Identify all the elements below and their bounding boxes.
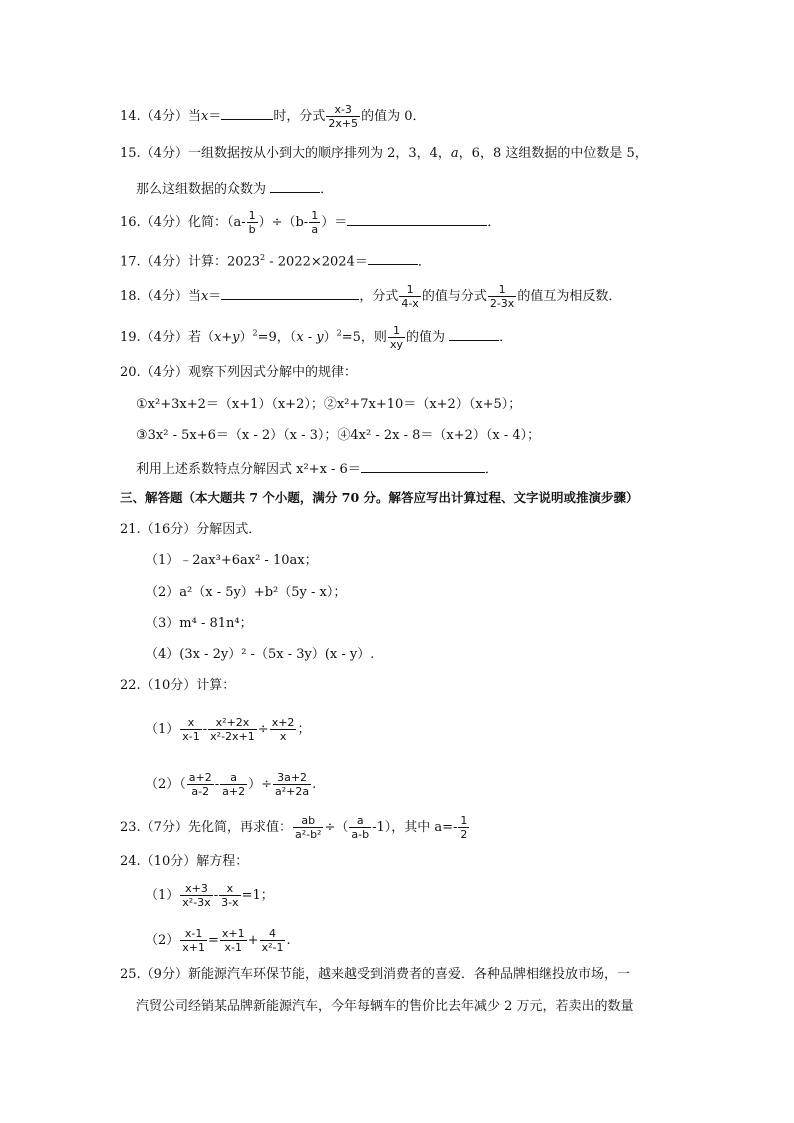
- answer-blank[interactable]: [361, 458, 485, 473]
- question-20: 20.（4分）观察下列因式分解中的规律：: [120, 365, 357, 380]
- question-20-rule-2: ③3x² - 5x+6＝（x - 2）（x - 3）；④4x² - 2x - 8＝（x+2）（x - 4）；: [136, 428, 541, 443]
- answer-blank[interactable]: [221, 105, 273, 120]
- question-24-part-2: （2） $\frac{x-1}{x+1}$ = $\frac{x+1}{x-1}$ + $\frac{4}{\text{x²-1}}$ .: [145, 927, 291, 954]
- fraction: $\frac{4}{\text{x²-1}}$: [261, 927, 284, 954]
- question-21-part-2: （2）a²（x - 5y）+b²（5y - x）；: [145, 585, 347, 600]
- fraction: $\frac{1}{b}$: [248, 209, 256, 236]
- fraction: $\frac{1}{4-x}$: [401, 283, 419, 310]
- question-21-part-1: （1）﹣2ax³+6ax² - 10ax；: [145, 553, 318, 568]
- fraction: $\frac{a}{a+2}$: [222, 771, 246, 798]
- question-21: 21.（16分）分解因式．: [120, 522, 262, 537]
- question-14: 14.（4分）当x＝ 时，分式 $\frac{x-3}{2x+5}$ 的值为 0．: [120, 103, 426, 130]
- question-16: 16.（4分）化简：（a- $\frac{1}{b}$ ）÷（b- $\frac{1}{a}$ ）＝ ．: [120, 209, 501, 236]
- answer-blank[interactable]: [368, 250, 418, 265]
- question-22-part-1: （1） $\frac{x}{x-1}$ - $\frac{\text{x²+2x}}{\text{x²-2x+1}}$ ÷ $\frac{x+2}{x}$ ；: [145, 716, 311, 743]
- question-25-line-1: 25.（9分）新能源汽车环保节能，越来越受到消费者的喜爱．各种品牌相继投放市场，一: [120, 967, 630, 982]
- fraction: $\frac{1}{xy}$: [389, 324, 403, 351]
- fraction: $\frac{1}{2}$: [460, 814, 468, 841]
- question-17: 17.（4分）计算：2023$^2$ - 2022×2024＝ ．: [120, 249, 431, 271]
- fraction: $\frac{x+1}{x-1}$: [221, 927, 245, 954]
- answer-blank[interactable]: [221, 285, 359, 300]
- fraction: $\frac{1}{2-3x}$: [489, 283, 515, 310]
- fraction: $\frac{ab}{\text{a²-b²}}$: [294, 814, 322, 841]
- fraction: $\frac{x+2}{x}$: [271, 716, 295, 743]
- answer-blank[interactable]: [270, 178, 320, 193]
- fraction: $\frac{x}{x-1}$: [182, 716, 200, 743]
- fraction: $\frac{a}{a-b}$: [351, 814, 370, 841]
- answer-blank[interactable]: [449, 326, 499, 341]
- question-24-part-1: （1） $\frac{x+3}{\text{x²-3x}}$ - $\frac{x}{3-x}$ =1；: [145, 882, 274, 909]
- question-21-part-3: （3）m⁴ - 81n⁴；: [145, 616, 253, 631]
- question-22-part-2: （2）（ $\frac{a+2}{a-2}$ - $\frac{a}{a+2}$ ）÷ $\frac{3a+2}{\text{a²+2a}}$ .: [145, 771, 317, 798]
- question-22: 22.（10分）计算：: [120, 678, 236, 693]
- fraction: $\frac{1}{a}$: [311, 209, 319, 236]
- answer-blank[interactable]: [347, 211, 487, 226]
- fraction: $\frac{\text{x²+2x}}{\text{x²-2x+1}}$: [210, 716, 255, 743]
- question-20-task: 利用上述系数特点分解因式 x²+x - 6＝ ．: [136, 458, 498, 479]
- fraction: $\frac{3a+2}{\text{a²+2a}}$: [275, 771, 310, 798]
- question-15-line-1: 15.（4分）一组数据按从小到大的顺序排列为 2，3，4，a，6，8 这组数据的中位数是 5，: [120, 146, 648, 161]
- question-20-rule-1: ①x²+3x+2＝（x+1）（x+2）；②x²+7x+10＝（x+2）（x+5）；: [136, 397, 522, 412]
- question-18: 18.（4分）当x＝ ，分式 $\frac{1}{4-x}$ 的值与分式 $\frac{1}{2-3x}$ 的值互为相反数．: [120, 283, 622, 310]
- fraction: $\frac{x-3}{2x+5}$: [328, 103, 359, 130]
- fraction: $\frac{x}{3-x}$: [221, 882, 239, 909]
- question-21-part-4: （4）(3x - 2y）² -（5x - 3y）(x - y）.: [145, 647, 375, 662]
- question-15-line-2: 那么这组数据的众数为 ．: [136, 178, 333, 199]
- question-24: 24.（10分）解方程：: [120, 854, 249, 869]
- question-25-line-2: 汽贸公司经销某品牌新能源汽车，今年每辆车的售价比去年减少 2 万元，若卖出的数量: [136, 999, 634, 1014]
- question-23: 23.（7分）先化简，再求值： $\frac{ab}{\text{a²-b²}}$ ÷（ $\frac{a}{a-b}$ -1），其中 a=- $\frac{1}{2}$: [120, 814, 468, 841]
- fraction: $\frac{x-1}{x+1}$: [182, 927, 206, 954]
- question-19: 19.（4分）若$(x+y)^2=9$，（x - y）$^2$=5，则 $\frac{1}{xy}$ 的值为 ．: [120, 324, 513, 351]
- fraction: $\frac{x+3}{\text{x²-3x}}$: [182, 882, 211, 909]
- section-heading: 三、解答题（本大题共 7 个小题，满分 70 分。解答应写出计算过程、文字说明或推演步骤）: [120, 490, 639, 505]
- fraction: $\frac{a+2}{a-2}$: [188, 771, 212, 798]
